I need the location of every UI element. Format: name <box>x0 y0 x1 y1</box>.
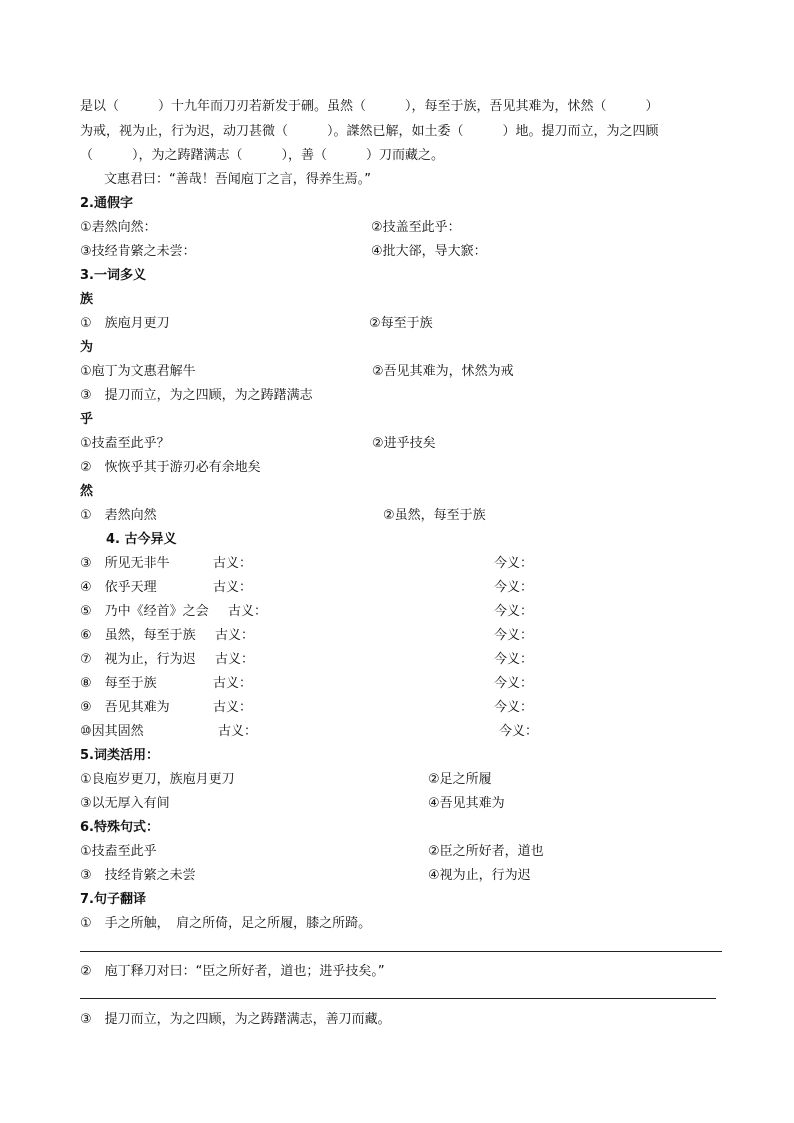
ran-item-2: ②虽然，每至于族 <box>383 508 486 523</box>
wei-item-3: ③ 提刀而立，为之四顾，为之踌躇满志 <box>80 388 313 403</box>
s7-item-2: ② 庖丁释刀对曰：“臣之所好者，道也；进乎技矣。” <box>80 964 385 979</box>
gu-label: 古义： <box>213 556 253 571</box>
jin-label: 今义： <box>494 700 534 715</box>
passage-line-3: （ ），为之踌躇满志（ ），善（ ）刀而藏之。 <box>80 148 445 163</box>
gu-label: 古义： <box>218 724 258 739</box>
section-6-title: 6.特殊句式： <box>80 820 159 835</box>
wei-item-2: ②吾见其难为，怵然为戒 <box>372 364 514 379</box>
s2-item-3: ③技经肯綮之未尝： <box>80 244 196 259</box>
word-zu: 族 <box>80 292 94 307</box>
zu-item-2: ②每至于族 <box>369 316 433 331</box>
passage-line-4: 文惠君曰：“善哉！吾闻庖丁之言，得养生焉。” <box>104 172 371 187</box>
s7-item-3: ③ 提刀而立，为之四顾，为之踌躇满志，善刀而藏。 <box>80 1012 391 1027</box>
s2-item-4: ④批大郤，导大窾： <box>371 244 487 259</box>
hu-item-1: ①技盍至此乎？ <box>80 436 170 451</box>
gujin-item: ⑦ 视为止，行为迟 <box>80 652 196 667</box>
s5-item-2: ②足之所履 <box>428 772 492 787</box>
s5-item-1: ①良庖岁更刀，族庖月更刀 <box>80 772 235 787</box>
s6-item-1: ①技盍至此乎 <box>80 844 157 859</box>
ran-item-1: ① 砉然向然 <box>80 508 157 523</box>
gu-label: 古义： <box>228 604 268 619</box>
s5-item-3: ③以无厚入有间 <box>80 796 170 811</box>
section-3-title: 3.一词多义 <box>80 268 146 283</box>
jin-label: 今义： <box>494 628 534 643</box>
jin-label: 今义： <box>494 676 534 691</box>
s2-item-1: ①砉然向然： <box>80 220 157 235</box>
s7-item-1: ① 手之所触， 肩之所倚，足之所履，膝之所踦。 <box>80 916 372 931</box>
gujin-item: ⑤ 乃中《经首》之会 <box>80 604 209 619</box>
s6-item-2: ②臣之所好者，道也 <box>428 844 544 859</box>
gu-label: 古义： <box>213 676 253 691</box>
word-hu: 乎 <box>80 412 94 427</box>
section-5-title: 5.词类活用： <box>80 748 159 763</box>
passage-line-2: 为戒，视为止，行为迟，动刀甚微（ ）。謋然已解，如土委（ ）地。提刀而立，为之四顾 <box>80 124 659 139</box>
gu-label: 古义： <box>215 652 255 667</box>
gujin-item: ④ 依乎天理 <box>80 580 157 595</box>
answer-line-2[interactable] <box>80 998 716 999</box>
jin-label: 今义： <box>494 604 534 619</box>
jin-label: 今义： <box>499 724 539 739</box>
gu-label: 古义： <box>213 580 253 595</box>
jin-label: 今义： <box>494 652 534 667</box>
section-2-title: 2.通假字 <box>80 196 133 211</box>
section-4-title: 4. 古今异义 <box>106 532 177 547</box>
section-7-title: 7.句子翻译 <box>80 892 146 907</box>
gujin-item: ⑨ 吾见其难为 <box>80 700 170 715</box>
word-wei: 为 <box>80 340 94 355</box>
hu-item-2: ②进乎技矣 <box>372 436 436 451</box>
passage-line-1: 是以（ ）十九年而刀刃若新发于硎。虽然（ ），每至于族，吾见其难为，怵然（ ） <box>80 99 659 114</box>
gujin-item: ⑥ 虽然，每至于族 <box>80 628 196 643</box>
gujin-item: ⑧ 每至于族 <box>80 676 157 691</box>
s5-item-4: ④吾见其难为 <box>428 796 505 811</box>
zu-item-1: ① 族庖月更刀 <box>80 316 170 331</box>
jin-label: 今义： <box>494 580 534 595</box>
wei-item-1: ①庖丁为文惠君解牛 <box>80 364 196 379</box>
s6-item-3: ③ 技经肯綮之未尝 <box>80 868 196 883</box>
hu-item-3: ② 恢恢乎其于游刃必有余地矣 <box>80 460 261 475</box>
word-ran: 然 <box>80 484 94 499</box>
gu-label: 古义： <box>215 628 255 643</box>
gu-label: 古义： <box>213 700 253 715</box>
gujin-item: ③ 所见无非牛 <box>80 556 170 571</box>
answer-line-1[interactable] <box>80 951 722 952</box>
gujin-item: ⑩因其固然 <box>80 724 144 739</box>
s6-item-4: ④视为止，行为迟 <box>428 868 531 883</box>
jin-label: 今义： <box>494 556 534 571</box>
s2-item-2: ②技盖至此乎： <box>371 220 461 235</box>
